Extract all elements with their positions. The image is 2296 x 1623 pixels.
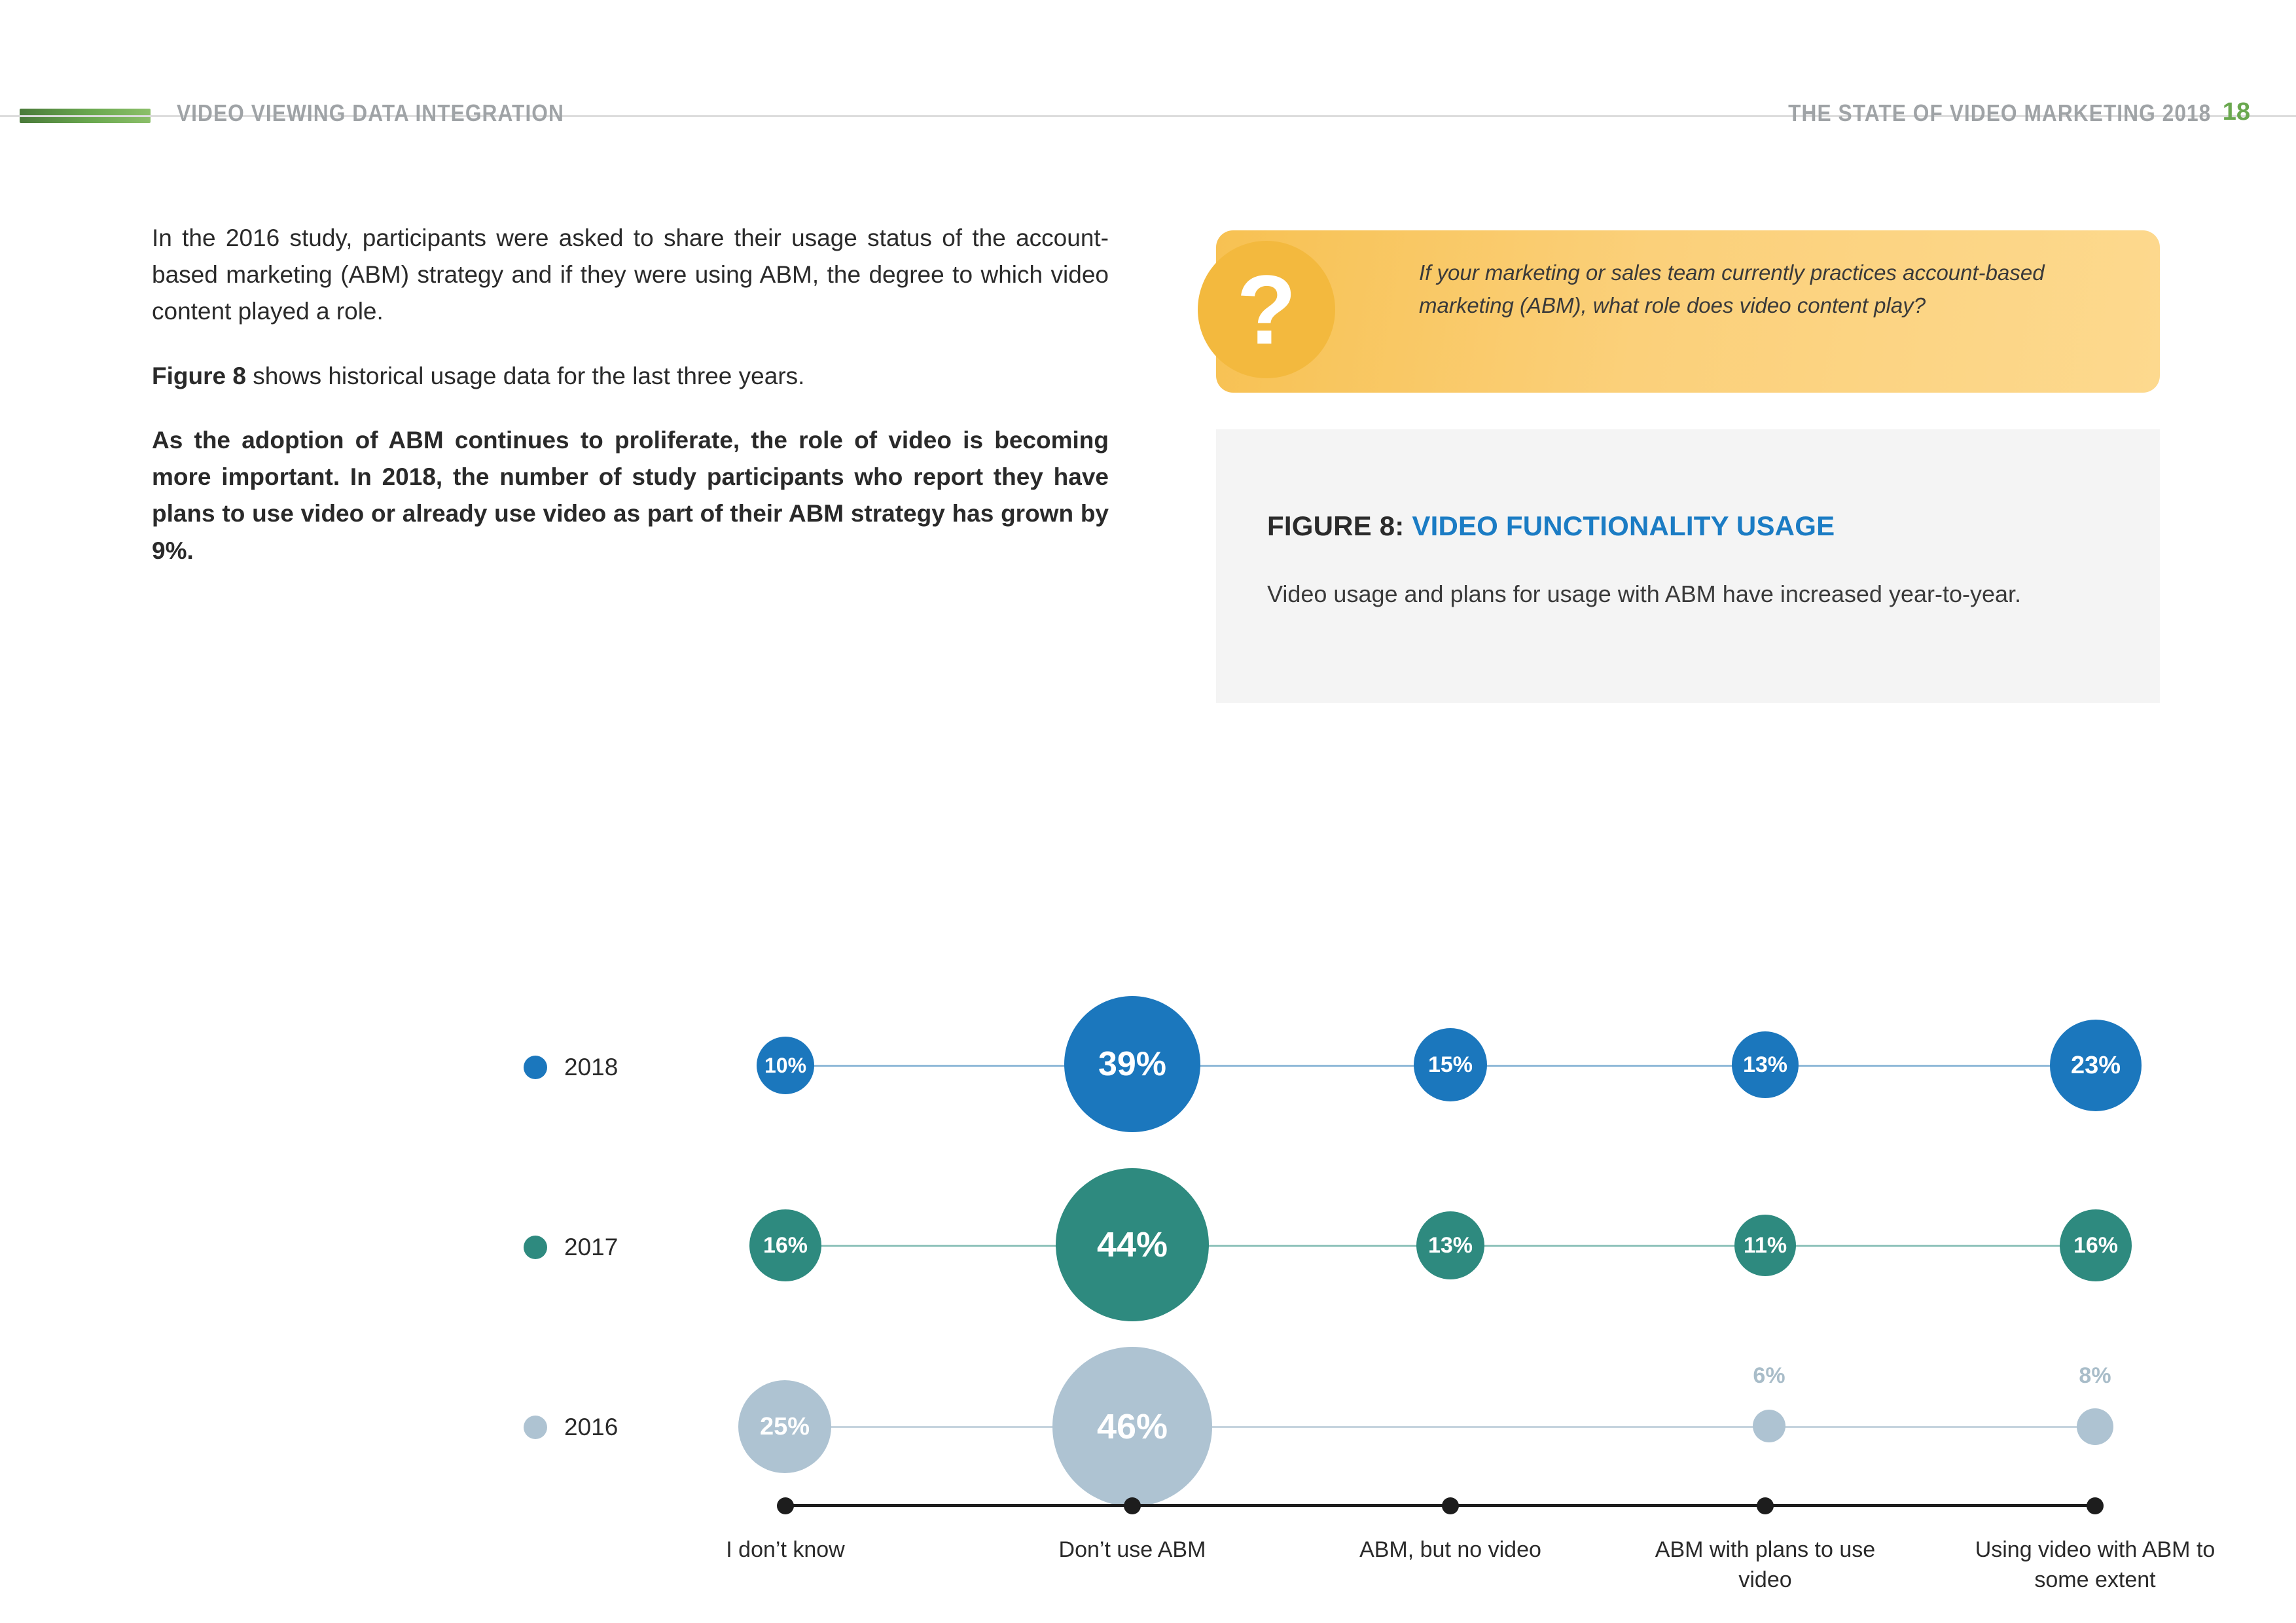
axis-dot-5: [2087, 1497, 2104, 1514]
header-report-title: THE STATE OF VIDEO MARKETING 2018: [1787, 99, 2211, 126]
axis-label-using-video: Using video with ABM to some extent: [1975, 1537, 2215, 1592]
figure-title-text: VIDEO FUNCTIONALITY USAGE: [1412, 510, 1835, 541]
legend-dot-2018: [524, 1056, 547, 1079]
bubble-2016-i-dont-know[interactable]: 25%: [738, 1380, 831, 1473]
page-header: [0, 0, 2296, 157]
figure-caption-box: [1216, 429, 2160, 703]
bubble-2018-i-dont-know[interactable]: 10%: [757, 1037, 814, 1094]
legend-item-2017[interactable]: [524, 1234, 618, 1261]
axis-dot-1: [777, 1497, 794, 1514]
bubble-2018-using-video[interactable]: 23%: [2050, 1020, 2142, 1111]
bubble-label-2016-abm-plans: 6%: [1753, 1363, 1785, 1388]
question-mark-icon: ?: [1198, 241, 1335, 378]
figure-description: Video usage and plans for usage with ABM have increased year-to-year.: [1267, 580, 2022, 607]
legend-label-2017: 2017: [564, 1234, 619, 1260]
axis-label-dont-use-abm: Don’t use ABM: [1058, 1537, 1206, 1562]
bubble-2018-dont-use-abm[interactable]: 39%: [1064, 996, 1200, 1132]
legend-item-2016[interactable]: [524, 1414, 618, 1441]
axis-dot-4: [1757, 1497, 1774, 1514]
axis-dot-3: [1442, 1497, 1459, 1514]
bubble-chart: [484, 818, 2215, 1592]
header-section-title: VIDEO VIEWING DATA INTEGRATION: [177, 99, 564, 126]
question-callout-text: If your marketing or sales team currently practices account-based marketing (ABM), what role does video content play?: [1419, 260, 2045, 318]
paragraph-2: [152, 358, 1109, 395]
bubble-2016-abm-plans[interactable]: [1753, 1410, 1785, 1442]
bubble-2017-abm-no-video[interactable]: 13%: [1416, 1211, 1484, 1279]
bubble-2017-i-dont-know[interactable]: 16%: [749, 1209, 821, 1281]
bubble-2016-dont-use-abm[interactable]: 46%: [1052, 1347, 1212, 1507]
body-text-column: [152, 220, 1109, 597]
page-number: 18: [2222, 98, 2250, 126]
bubble-2018-abm-plans[interactable]: 13%: [1732, 1031, 1799, 1098]
legend-dot-2017: [524, 1236, 547, 1259]
row-connector-2016: [785, 1426, 2101, 1428]
paragraph-2-rest: shows historical usage data for the last three years.: [245, 362, 805, 389]
paragraph-1: In the 2016 study, participants were asked to share their usage status of the account-based marketing (ABM) strategy and if they were using ABM, the degree to which video content played a role.: [152, 224, 1109, 325]
bubble-2018-abm-no-video[interactable]: 15%: [1414, 1028, 1487, 1101]
legend-item-2018[interactable]: [524, 1054, 618, 1081]
bubble-label-2016-using-video: 8%: [2079, 1363, 2111, 1388]
figure-reference: Figure 8: [152, 362, 246, 389]
axis-dot-2: [1124, 1497, 1141, 1514]
figure-label: FIGURE 8:: [1267, 510, 1405, 541]
bubble-2017-dont-use-abm[interactable]: 44%: [1056, 1168, 1209, 1321]
bubble-2017-using-video[interactable]: 16%: [2060, 1209, 2132, 1281]
axis-label-abm-plans: ABM with plans to use video: [1655, 1537, 1876, 1592]
axis-label-i-dont-know: I don’t know: [726, 1537, 845, 1562]
bubble-2016-using-video[interactable]: [2077, 1408, 2113, 1445]
legend-label-2016: 2016: [564, 1414, 619, 1440]
legend-dot-2016: [524, 1416, 547, 1439]
bubble-2017-abm-plans[interactable]: 11%: [1734, 1215, 1796, 1276]
axis-label-abm-no-video: ABM, but no video: [1359, 1537, 1541, 1562]
figure-title: [1267, 510, 1835, 542]
legend-label-2018: 2018: [564, 1054, 619, 1080]
paragraph-3: As the adoption of ABM continues to proliferate, the role of video is becoming more important. In 2018, the number of study participants who report they have plans to use video or already use video as part of their ABM strategy has grown by 9%.: [152, 426, 1109, 564]
